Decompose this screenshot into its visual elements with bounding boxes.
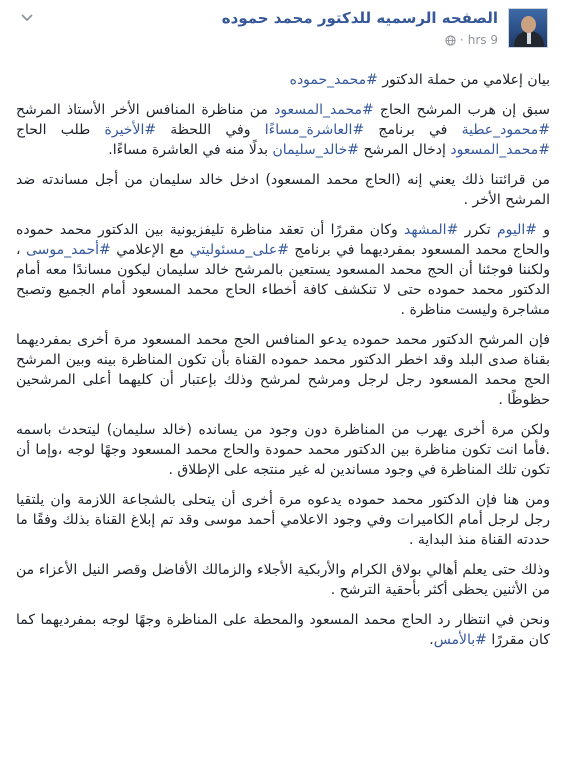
page-name-link[interactable]: الصفحه الرسميه للدكتور محمد حموده	[221, 9, 498, 27]
post-paragraph	[16, 610, 550, 650]
hashtag-link[interactable]: #اليوم	[496, 222, 537, 238]
post-text: مع الإعلامي	[110, 242, 190, 258]
post-text: .	[429, 632, 434, 648]
post-text: وذلك حتى يعلم أهالي بولاق الكرام والأربكية الأجلاء والزمالك الأفاضل وقصر النيل الأعزاء من من الأثنين يحظى أكثر بأحقية الترشح .	[16, 562, 550, 598]
post-text: ومن هنا فإن الدكتور محمد حموده يدعوه مرة أخرى أن يتحلى بالشجاعة اللازمة وان يلتقيا رجل لرجل أمام الكاميرات وفي وجود الاعلامي أحمد موسى وقد تم إبلاغ القناة بذلك وفقًا ما حددته القناة منذ البداية .	[16, 492, 550, 548]
post-paragraph	[16, 170, 550, 210]
hashtag-link[interactable]: #على_مسئوليتي	[189, 242, 289, 258]
timestamp-link[interactable]: 9 hrs	[467, 33, 498, 47]
hashtag-link[interactable]: #محمد_المسعود	[274, 102, 374, 118]
post-header	[16, 0, 550, 58]
globe-icon[interactable]	[445, 35, 456, 46]
post-text: ونحن في انتظار رد الحاج محمد المسعود والمحطة على المناظرة وجهًا لوجه بمفرديهما كما كان مقررًا	[16, 612, 550, 648]
post-paragraph	[16, 220, 550, 320]
post-paragraph	[16, 330, 550, 410]
post-text: وفي اللحظة	[156, 122, 265, 138]
post-text: و	[536, 222, 551, 238]
post-paragraph	[16, 100, 550, 160]
post-text: في برنامج	[364, 122, 462, 138]
avatar-tie	[527, 32, 531, 44]
post-text: تكرر	[458, 222, 497, 238]
post-text: ولكن مرة أخرى يهرب من المناظرة دون وجود من يسانده (خالد سليمان) ليتحدث باسمه .فأما انت تكون مناظرة بين الدكتور محمد حمودة والحاج محمد المسعود وجهًا لوجه ،وإما أن تكون تلك المناظرة في وجود مساندين له غير منتجه على الإطلاق .	[16, 422, 550, 478]
post-text: سبق إن هرب المرشح الحاج	[373, 102, 551, 118]
post-text: من مناظرة المنافس الأخر الأستاذ المرشح	[16, 102, 275, 118]
post-body	[16, 58, 550, 650]
hashtag-link[interactable]: #أحمد_موسى	[25, 242, 111, 258]
avatar-face	[521, 16, 536, 33]
post-text: من قرائتنا ذلك يعني إنه (الحاج محمد المسعود) ادخل خالد سليمان من أجل مساندته ضد المرشح الأخر .	[16, 172, 550, 208]
post-paragraph	[16, 420, 550, 480]
meta-separator: ·	[459, 33, 464, 47]
hashtag-link[interactable]: #محمد_حموده	[289, 72, 378, 88]
hashtag-link[interactable]: #خالد_سليمان	[272, 142, 360, 158]
post-paragraph	[16, 560, 550, 600]
hashtag-link[interactable]: #محمود_عطية	[461, 122, 550, 138]
hashtag-link[interactable]: #العاشرة_مساءًا	[264, 122, 365, 138]
post-text: طلب الحاج	[16, 122, 105, 138]
chevron-down-icon[interactable]	[16, 8, 38, 28]
post-text: بيان إعلامي من حملة الدكتور	[377, 72, 550, 88]
post-paragraph	[16, 490, 550, 550]
post-text: فإن المرشح الدكتور محمد حموده يدعو المنافس الحج محمد المسعود مرة أخرى بمفرديهما بقناة صدى البلد وقد اخطر الدكتور محمد حموده القناة بأن تكون المناظرة بينه وبين المرشح الحج محمد المسعود رجل لرجل ومرشح لمرشح وذلك بإعتبار أن كليهما أعلى المرشحين حظوظًا .	[16, 332, 550, 408]
hashtag-link[interactable]: #المشهد	[404, 222, 459, 238]
post-text: بدلًا منه في العاشرة مساءًا.	[108, 142, 273, 158]
post-text: ، ولكننا فوجئنا أن الحج محمد المسعود يستعين بالمرشح خالد سليمان ليكون مساندًا معه أمام الدكتور محمد حموده حتى لا تنكشف كافة أخطاء الحاج محمد المسعود أمام الجميع وتصبح مشاجرة وليست مناظرة .	[16, 242, 550, 318]
hashtag-link[interactable]: #بالأمس	[433, 632, 487, 648]
hashtag-link[interactable]: #الأخيرة	[104, 122, 157, 138]
hashtag-link[interactable]: #محمد_المسعود	[450, 142, 550, 158]
post-text: إدخال المرشح	[359, 142, 451, 158]
avatar[interactable]	[508, 8, 548, 48]
post-text: وكان مقررًا أن تعقد مناظرة تليفزيونية بين الدكتور محمد حموده والحاج محمد المسعود بمفرديهما في برنامج	[16, 222, 550, 258]
post-paragraph	[16, 70, 550, 90]
post-meta	[445, 33, 498, 47]
